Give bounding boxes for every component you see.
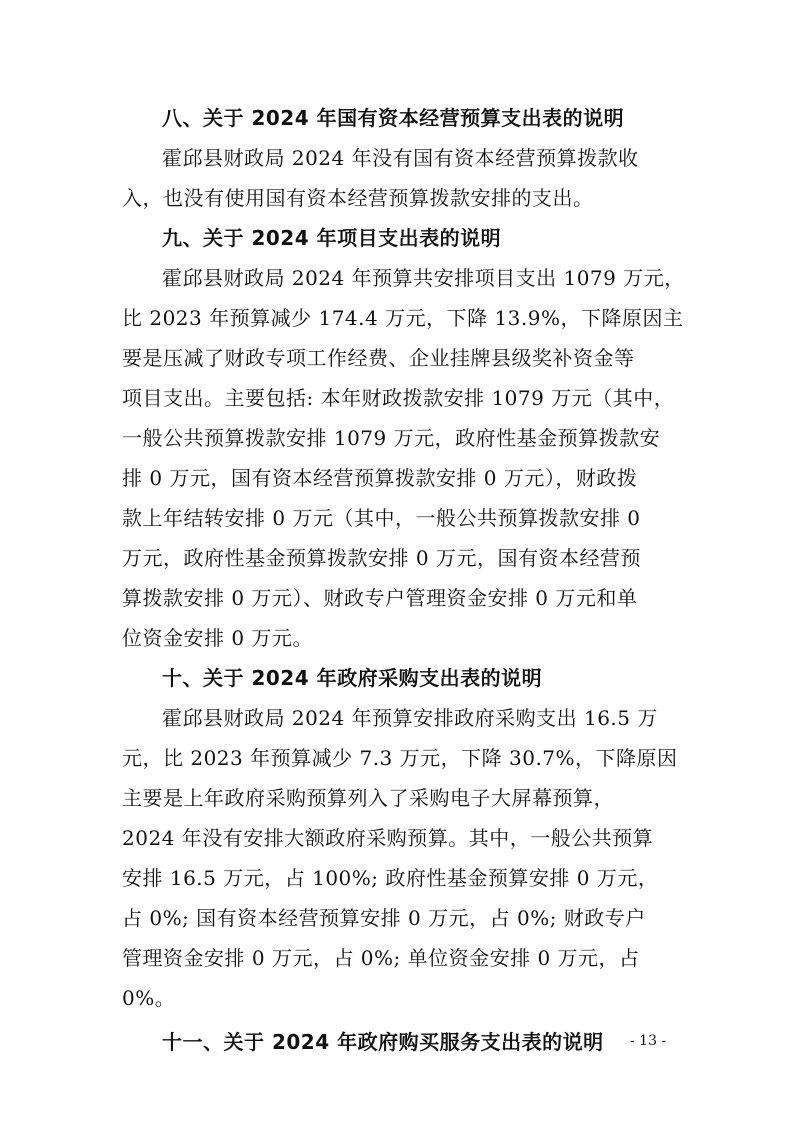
section-8-paragraph-line: 霍邱县财政局 2024 年没有国有资本经营预算拨款收 [162, 146, 639, 170]
section-9-paragraph-line: 排 0 万元，国有资本经营预算拨款安排 0 万元），财政拨 [122, 466, 638, 490]
section-10-paragraph-line: 安排 16.5 万元，占 100%; 政府性基金预算安排 0 万元， [122, 866, 659, 890]
section-10-paragraph-line: 管理资金安排 0 万元，占 0%; 单位资金安排 0 万元，占 [122, 946, 640, 970]
section-9-paragraph-line: 霍邱县财政局 2024 年预算共安排项目支出 1079 万元， [162, 266, 685, 290]
section-10-paragraph-line: 占 0%; 国有资本经营预算安排 0 万元，占 0%; 财政专户 [122, 906, 646, 930]
section-9-paragraph-line: 要是压减了财政专项工作经费、企业挂牌县级奖补资金等 [122, 346, 635, 370]
section-10-paragraph-line: 元，比 2023 年预算减少 7.3 万元，下降 30.7%，下降原因 [122, 746, 678, 770]
section-8-paragraph-line: 入，也没有使用国有资本经营预算拨款安排的支出。 [122, 186, 594, 210]
section-9-paragraph-line: 项目支出。主要包括: 本年财政拨款安排 1079 万元（其中， [122, 386, 675, 410]
section-10-paragraph-line: 0%。 [122, 986, 176, 1010]
section-11-heading: 十一、关于 2024 年政府购买服务支出表的说明 [162, 1030, 604, 1054]
section-9-paragraph-line: 位资金安排 0 万元。 [122, 626, 313, 650]
section-8-heading: 八、关于 2024 年国有资本经营预算支出表的说明 [162, 106, 625, 130]
section-9-heading: 九、关于 2024 年项目支出表的说明 [162, 226, 502, 250]
page-number: - 13 - [630, 1033, 667, 1049]
section-10-paragraph-line: 主要是上年政府采购预算列入了采购电子大屏幕预算， [122, 786, 614, 810]
section-9-paragraph-line: 一般公共预算拨款安排 1079 万元，政府性基金预算拨款安 [122, 426, 661, 450]
section-9-paragraph-line: 比 2023 年预算减少 174.4 万元，下降 13.9%，下降原因主 [122, 306, 684, 330]
section-9-paragraph-line: 算拨款安排 0 万元）、财政专户管理资金安排 0 万元和单 [122, 586, 638, 610]
section-10-paragraph-line: 2024 年没有安排大额政府采购预算。其中，一般公共预算 [122, 826, 654, 850]
section-9-paragraph-line: 款上年结转安排 0 万元（其中，一般公共预算拨款安排 0 [122, 506, 641, 530]
section-10-heading: 十、关于 2024 年政府采购支出表的说明 [162, 666, 543, 690]
section-9-paragraph-line: 万元，政府性基金预算拨款安排 0 万元，国有资本经营预 [122, 546, 641, 570]
section-10-paragraph-line: 霍邱县财政局 2024 年预算安排政府采购支出 16.5 万 [162, 706, 658, 730]
